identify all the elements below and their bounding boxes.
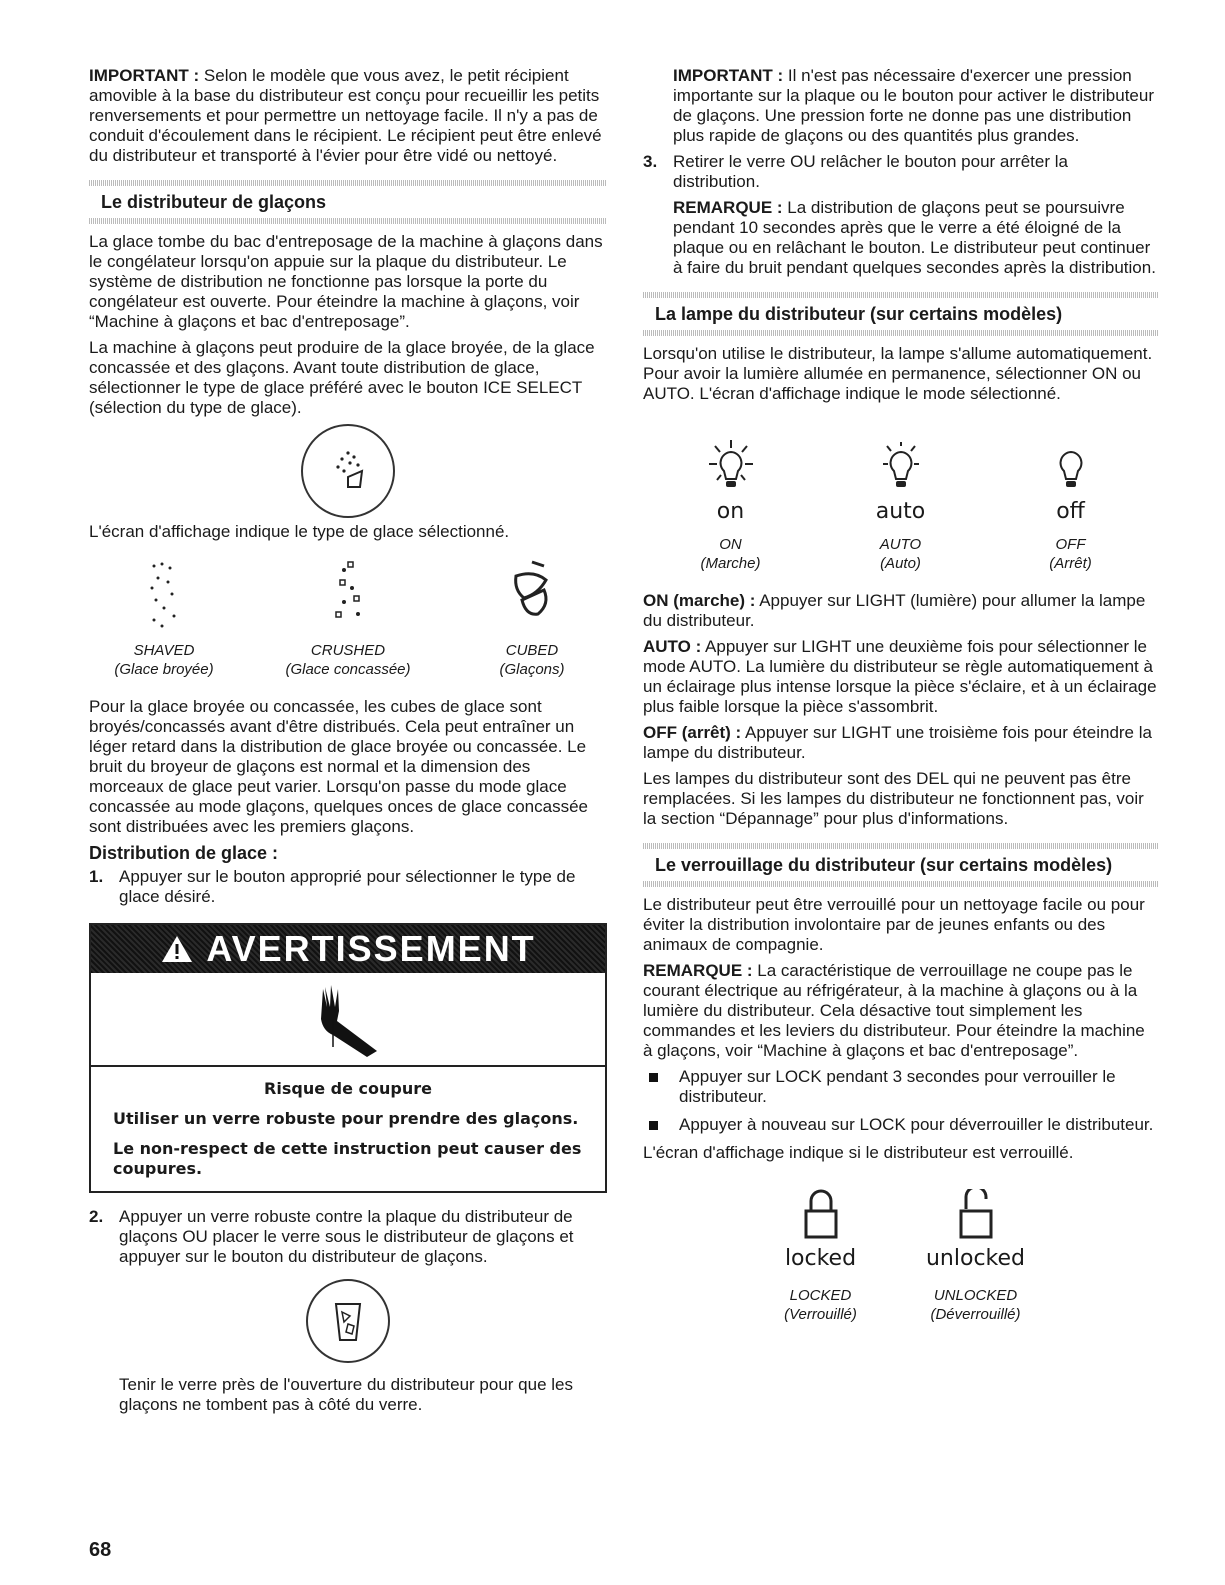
padlock-closed-icon xyxy=(801,1189,841,1241)
section-rule xyxy=(643,843,1158,849)
bullet-square-icon xyxy=(643,1067,679,1107)
section-rule xyxy=(89,180,607,186)
remarque-text: La distribution de glaçons peut se poursuivre pendant 10 secondes après que le verre a été éloigné de la plaque ou en relâchant le bouton. Le distributeur peut continuer à faire du bruit pendant quelques secondes après la distribution. xyxy=(673,198,1156,277)
paragraph: Lorsqu'on utilise le distributeur, la lampe s'allume automatiquement. Pour avoir la lumière allumée en permanence, sélectionner ON ou AUTO. L'écran d'affichage indique le mode sélectionné. xyxy=(643,344,1153,403)
step-number: 1. xyxy=(89,867,104,886)
lamp-mode-sub: (Marche) xyxy=(700,555,761,572)
glass-button-figure xyxy=(89,1279,607,1363)
lock-display-text: locked xyxy=(784,1246,857,1271)
section-title: Le verrouillage du distributeur (sur certains modèles) xyxy=(655,855,1113,875)
bullet-square-icon xyxy=(643,1115,679,1135)
paragraph: La glace tombe du bac d'entreposage de la machine à glaçons dans le congélateur lorsqu'on appuie sur la plaque du distributeur. Le système de distribution ne fonctionne pas lorsque la porte du congélateur est ouverte. Pour éteindre la machine à glaçons, voir “Machine à glaçons et bac d'entreposage”. xyxy=(89,232,603,331)
section-rule xyxy=(89,218,607,224)
section-ice-dispenser xyxy=(89,180,607,224)
lamp-display-text: auto xyxy=(875,499,926,524)
bulb-auto-icon xyxy=(871,438,931,494)
important-note xyxy=(673,66,1158,146)
warning-risk: Risque de coupure xyxy=(264,1079,432,1098)
lock-mode-label: LOCKED xyxy=(789,1287,852,1304)
ice-type-shaved xyxy=(89,556,239,679)
section-lamp xyxy=(643,292,1158,336)
ice-select-icon xyxy=(301,424,395,518)
ice-type-sub: (Glace concassée) xyxy=(285,661,411,678)
lock-modes xyxy=(643,1189,1158,1324)
cut-hazard-figure xyxy=(91,973,605,1067)
hand-cut-icon xyxy=(303,979,393,1059)
bullet-text: Appuyer à nouveau sur LOCK pour déverrouiller le distributeur. xyxy=(679,1115,1154,1134)
ice-type-sub: (Glace broyée) xyxy=(114,661,214,678)
off-label: OFF (arrêt) : xyxy=(643,723,742,742)
important-note xyxy=(89,66,607,166)
lamp-mode-label: AUTO xyxy=(879,536,922,553)
step-number: 3. xyxy=(643,152,658,171)
remarque-label: REMARQUE : xyxy=(643,961,753,980)
auto-description xyxy=(643,637,1158,717)
auto-label: AUTO : xyxy=(643,637,702,656)
lamp-display-text: off xyxy=(1056,499,1085,524)
lock-mode-sub: (Déverrouillé) xyxy=(930,1306,1021,1323)
paragraph: La machine à glaçons peut produire de la glace broyée, de la glace concassée et des glaçons. Avant toute distribution de glace, sélectionner le type de glace préféré avec le bouton ICE SELECT (sélection du type de glace). xyxy=(89,338,595,417)
paragraph: Le distributeur peut être verrouillé pour un nettoyage facile ou pour éviter la distribution involontaire par de jeunes enfants ou des animaux de compagnie. xyxy=(643,895,1145,954)
warning-title: AVERTISSEMENT xyxy=(206,928,536,969)
lamp-display-text: on xyxy=(716,499,745,524)
warning-triangle-icon xyxy=(160,934,194,964)
lamp-mode-label: OFF xyxy=(1055,536,1086,553)
lock-mode-unlocked xyxy=(916,1189,1036,1324)
glass-dispense-icon xyxy=(306,1279,390,1363)
right-column xyxy=(643,66,1158,1324)
warning-header xyxy=(91,925,605,973)
paragraph: Les lampes du distributeur sont des DEL qui ne peuvent pas être remplacées. Si les lampes du distributeur ne fonctionnent pas, voir la section “Dépannage” pour plus d'informations. xyxy=(643,769,1144,828)
step-3 xyxy=(643,152,1158,192)
section-rule xyxy=(643,881,1158,887)
important-text: Selon le modèle que vous avez, le petit récipient amovible à la base du distributeur est conçu pour recueillir les petits renversements et pour permettre un nettoyage facile. Il n'y a pas de conduit d'écoulement dans le récipient. Le récipient peut être enlevé du distributeur et transporté à l'évier pour être vidé ou nettoyé. xyxy=(89,66,602,165)
bullet-text: Appuyer sur LOCK pendant 3 secondes pour verrouiller le distributeur. xyxy=(679,1067,1116,1106)
lamp-mode-sub: (Auto) xyxy=(880,555,921,572)
ice-type-crushed xyxy=(273,556,423,679)
step-number: 2. xyxy=(89,1207,104,1226)
section-title: La lampe du distributeur (sur certains modèles) xyxy=(655,304,1063,324)
left-column xyxy=(89,66,607,1421)
lamp-mode-on xyxy=(676,438,786,573)
shaved-ice-icon xyxy=(134,556,194,636)
glass-note: Tenir le verre près de l'ouverture du distributeur pour que les glaçons ne tombent pas à côté du verre. xyxy=(119,1375,573,1414)
lock-mode-locked xyxy=(766,1189,876,1324)
padlock-open-icon xyxy=(956,1189,996,1241)
cubed-ice-icon xyxy=(502,556,562,636)
important-text: Il n'est pas nécessaire d'exercer une pression importante sur la plaque ou le bouton pour activer le distributeur de glaçons. Une pression forte ne donne pas une distribution plus rapide de glaçons ou des quantités plus grandes. xyxy=(673,66,1155,145)
crushed-ice-icon xyxy=(318,556,378,636)
lamp-modes xyxy=(643,438,1158,573)
ice-type-icons xyxy=(89,556,607,679)
warning-line: Le non-respect de cette instruction peut causer des coupures. xyxy=(113,1139,582,1178)
remarque-note xyxy=(643,961,1158,1061)
remarque-label: REMARQUE : xyxy=(673,198,783,217)
auto-text: Appuyer sur LIGHT une deuxième fois pour sélectionner le mode AUTO. La lumière du distributeur se règle automatiquement à un éclairage plus intense lorsque la pièce s'éclaire, et à un éclairage plus faible lorsque la pièce s'assombrit. xyxy=(643,637,1157,716)
on-label: ON (marche) : xyxy=(643,591,756,610)
section-rule xyxy=(643,292,1158,298)
ice-type-sub: (Glaçons) xyxy=(499,661,565,678)
bullet-item xyxy=(643,1115,1158,1135)
important-label: IMPORTANT : xyxy=(89,66,200,85)
warning-line: Utiliser un verre robuste pour prendre des glaçons. xyxy=(113,1109,579,1128)
important-label: IMPORTANT : xyxy=(673,66,784,85)
ice-type-label: SHAVED xyxy=(133,642,195,659)
paragraph: Pour la glace broyée ou concassée, les cubes de glace sont broyés/concassés avant d'être distribués. Cela peut entraîner un léger retard dans la distribution de glace broyée ou concassée. Le bruit du broyeur de glaçons est normal et la dimension des morceaux de glace peut varier. Lorsqu'on passe du mode glace concassée au mode glaçons, quelques onces de glace concassée sont distribuées avec les premiers glaçons. xyxy=(89,697,589,836)
page-number: 68 xyxy=(89,1539,112,1561)
warning-body xyxy=(91,1067,605,1191)
section-rule xyxy=(643,330,1158,336)
lock-mode-label: UNLOCKED xyxy=(933,1287,1018,1304)
subheading: Distribution de glace : xyxy=(89,843,279,863)
ice-select-button-figure xyxy=(89,424,607,518)
off-description xyxy=(643,723,1158,763)
lamp-mode-off xyxy=(1016,438,1126,573)
section-lock xyxy=(643,843,1158,887)
lock-display-text: unlocked xyxy=(925,1246,1025,1271)
ice-type-label: CRUSHED xyxy=(310,642,386,659)
lamp-mode-auto xyxy=(846,438,956,573)
step-text: Appuyer sur le bouton approprié pour sélectionner le type de glace désiré. xyxy=(119,867,576,906)
step-text: Retirer le verre OU relâcher le bouton pour arrêter la distribution. xyxy=(673,152,1068,191)
display-caption: L'écran d'affichage indique le type de glace sélectionné. xyxy=(89,522,510,541)
lamp-mode-label: ON xyxy=(719,536,742,553)
section-title: Le distributeur de glaçons xyxy=(101,192,327,212)
step-2 xyxy=(89,1207,607,1267)
bullet-item xyxy=(643,1067,1158,1107)
lock-mode-sub: (Verrouillé) xyxy=(784,1306,857,1323)
display-caption: L'écran d'affichage indique si le distributeur est verrouillé. xyxy=(643,1143,1074,1162)
bulb-off-icon xyxy=(1041,438,1101,494)
remarque-text: La caractéristique de verrouillage ne coupe pas le courant électrique au réfrigérateur, à la machine à glaçons ou à la lumière du distributeur. Cela désactive tout simplement les commandes et les leviers du distributeur. Pour éteindre la machine à glaçons, voir “Machine à glaçons et bac d'entreposage”. xyxy=(643,961,1145,1060)
on-description xyxy=(643,591,1158,631)
ice-type-cubed xyxy=(457,556,607,679)
off-text: Appuyer sur LIGHT une troisième fois pour éteindre la lampe du distributeur. xyxy=(643,723,1152,762)
step-text: Appuyer un verre robuste contre la plaque du distributeur de glaçons OU placer le verre sous le distributeur de glaçons et appuyer sur le bouton du distributeur de glaçons. xyxy=(119,1207,574,1266)
step-1 xyxy=(89,867,607,907)
ice-type-label: CUBED xyxy=(505,642,559,659)
warning-box xyxy=(89,923,607,1193)
lamp-mode-sub: (Arrêt) xyxy=(1049,555,1092,572)
remarque-note xyxy=(673,198,1158,278)
bulb-on-icon xyxy=(701,438,761,494)
on-text: Appuyer sur LIGHT (lumière) pour allumer la lampe du distributeur. xyxy=(643,591,1146,630)
